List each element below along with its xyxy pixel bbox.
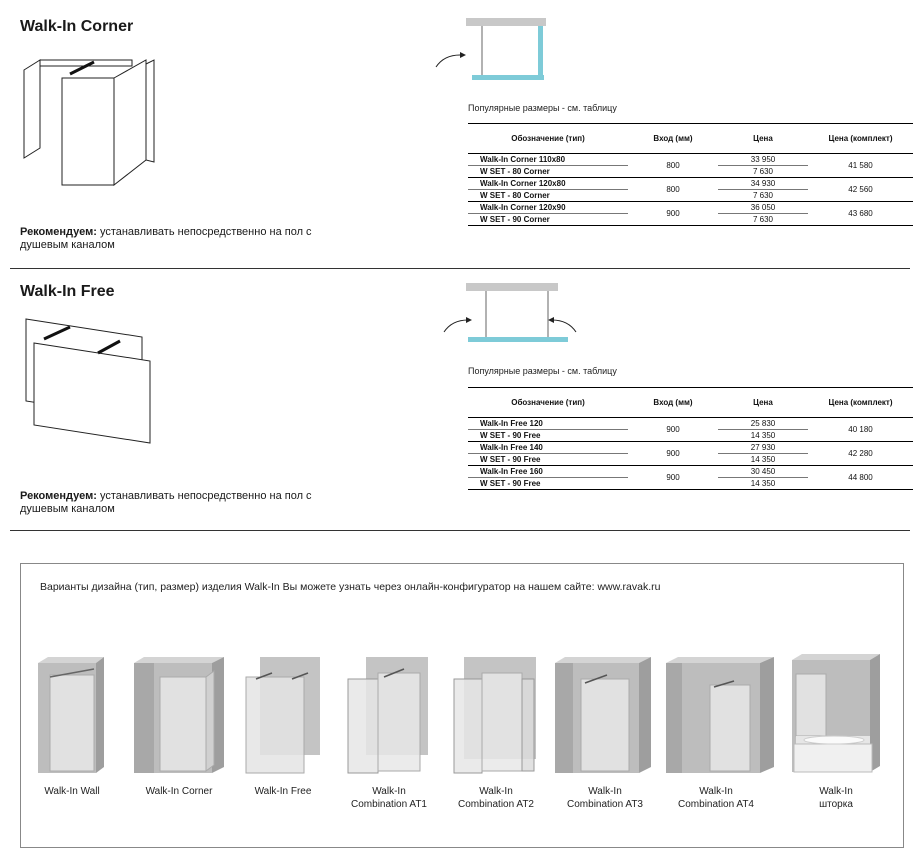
item-name: Walk-In Corner 120x80 (468, 178, 628, 190)
variant-label-line2: Combination AT4 (678, 799, 754, 810)
variant-label-line1: Walk-In (699, 786, 733, 797)
entry-value: 800 (628, 154, 718, 178)
item-price: 30 450 (718, 466, 808, 478)
item-price: 34 930 (718, 178, 808, 190)
entry-value: 800 (628, 178, 718, 202)
col-header-kit-price: Цена (комплект) (808, 388, 913, 418)
set-name: W SET - 90 Corner (468, 214, 628, 226)
variant-combination-at4-image (664, 655, 776, 775)
entry-value: 900 (628, 466, 718, 490)
recommend-corner (20, 226, 340, 252)
variant-label-line1: Walk-In Free (254, 786, 312, 797)
variant-label-line2: шторка (819, 799, 853, 810)
col-header-price: Цена (718, 388, 808, 418)
set-price: 14 350 (718, 454, 808, 466)
variant-label-line1: Walk-In Wall (44, 786, 100, 797)
col-header-entry: Вход (мм) (628, 388, 718, 418)
variant-label-at3 (550, 785, 660, 811)
section-title-corner: Walk-In Corner (20, 18, 134, 35)
variant-combination-at3-image (553, 655, 653, 775)
variant-walk-in-free-image (242, 655, 327, 775)
variant-label-line1: Walk-In Corner (145, 786, 213, 797)
item-name: Walk-In Free 160 (468, 466, 628, 478)
variant-label-at4 (661, 785, 771, 811)
variant-label-at1 (334, 785, 444, 811)
variant-label-line1: Walk-In (819, 786, 853, 797)
kit-price: 44 800 (808, 466, 913, 490)
set-price: 7 630 (718, 166, 808, 178)
variant-label-corner (124, 785, 234, 798)
item-name: Walk-In Corner 110x80 (468, 154, 628, 166)
section-divider (10, 268, 910, 269)
variant-label-wall (17, 785, 127, 798)
item-price: 36 050 (718, 202, 808, 214)
kit-price: 41 580 (808, 154, 913, 178)
free-plan-schematic (440, 280, 590, 350)
col-header-kit-price: Цена (комплект) (808, 124, 913, 154)
set-price: 14 350 (718, 430, 808, 442)
variants-intro: Варианты дизайна (тип, размер) изделия Walk-In Вы можете узнать через онлайн-конфигуратор на нашем сайте: www.ravak.ru (40, 581, 661, 593)
variant-label-line2: Combination AT3 (567, 799, 643, 810)
set-price: 7 630 (718, 190, 808, 202)
recommend-text: устанавливать непосредственно на пол с душевым каналом (20, 490, 312, 515)
walk-in-corner-drawing (22, 50, 162, 190)
variant-label-free (228, 785, 338, 798)
set-price: 7 630 (718, 214, 808, 226)
set-name: W SET - 90 Free (468, 454, 628, 466)
set-name: W SET - 80 Corner (468, 190, 628, 202)
variant-walk-in-corner-image (132, 655, 227, 775)
recommend-free (20, 490, 340, 516)
recommend-text: устанавливать непосредственно на пол с душевым каналом (20, 226, 312, 251)
set-name: W SET - 90 Free (468, 478, 628, 490)
item-name: Walk-In Corner 120x90 (468, 202, 628, 214)
table-row (468, 154, 913, 166)
set-name: W SET - 80 Corner (468, 166, 628, 178)
item-price: 33 950 (718, 154, 808, 166)
item-name: Walk-In Free 140 (468, 442, 628, 454)
table-row (468, 466, 913, 478)
item-name: Walk-In Free 120 (468, 418, 628, 430)
recommend-label: Рекомендуем: (20, 226, 97, 238)
variant-label-line2: Combination AT1 (351, 799, 427, 810)
col-header-type: Обозначение (тип) (468, 124, 628, 154)
item-price: 25 830 (718, 418, 808, 430)
variant-label-screen (781, 785, 891, 811)
table-row (468, 202, 913, 214)
table-row (468, 418, 913, 430)
variant-label-line1: Walk-In (588, 786, 622, 797)
table-row (468, 178, 913, 190)
kit-price: 42 280 (808, 442, 913, 466)
section-title-free: Walk-In Free (20, 283, 115, 300)
table-row (468, 442, 913, 454)
popular-note-free: Популярные размеры - см. таблицу (468, 366, 617, 376)
entry-value: 900 (628, 442, 718, 466)
kit-price: 43 680 (808, 202, 913, 226)
variant-bath-screen-image (790, 652, 882, 776)
recommend-label: Рекомендуем: (20, 490, 97, 502)
variant-label-line1: Walk-In (372, 786, 406, 797)
kit-price: 40 180 (808, 418, 913, 442)
walk-in-free-drawing (22, 315, 162, 445)
corner-plan-schematic (430, 15, 550, 85)
sizes-table-corner (468, 123, 913, 226)
col-header-entry: Вход (мм) (628, 124, 718, 154)
item-price: 27 930 (718, 442, 808, 454)
popular-note-corner: Популярные размеры - см. таблицу (468, 103, 617, 113)
variant-combination-at1-image (344, 655, 434, 775)
set-price: 14 350 (718, 478, 808, 490)
set-name: W SET - 90 Free (468, 430, 628, 442)
variant-walk-in-wall-image (36, 655, 106, 775)
entry-value: 900 (628, 202, 718, 226)
entry-value: 900 (628, 418, 718, 442)
section-divider (10, 530, 910, 531)
variant-label-line2: Combination AT2 (458, 799, 534, 810)
variant-combination-at2-image (450, 655, 540, 775)
col-header-price: Цена (718, 124, 808, 154)
variant-label-line1: Walk-In (479, 786, 513, 797)
kit-price: 42 560 (808, 178, 913, 202)
col-header-type: Обозначение (тип) (468, 388, 628, 418)
sizes-table-free (468, 387, 913, 490)
variant-label-at2 (441, 785, 551, 811)
